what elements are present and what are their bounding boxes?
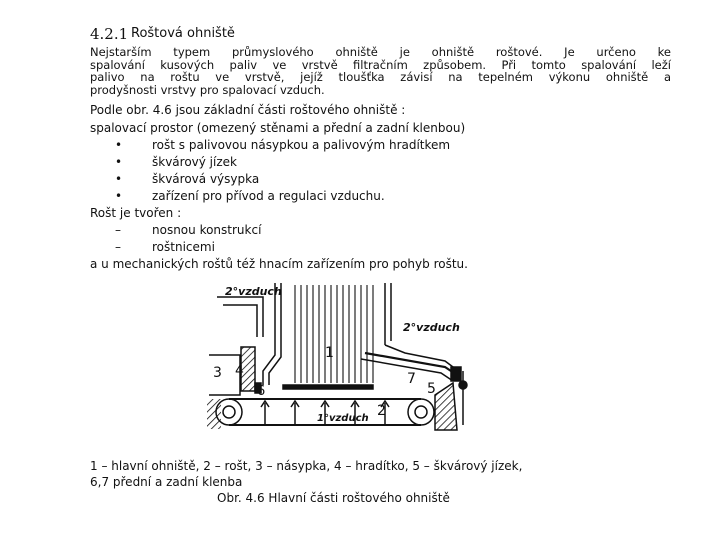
bullet-marker: • — [115, 189, 123, 203]
mechanical-grate-line: a u mechanických roštů též hnacím zařízením pro pohyb roštu. — [90, 257, 468, 271]
caption-legend-line: 1 – hlavní ohniště, 2 – rošt, 3 – násypka, 4 – hradítko, 5 – škvárový jízek, — [90, 459, 523, 473]
bullet-item: škvárová výsypka — [152, 172, 260, 186]
intro-line: palivo na roštu ve vrstvě, jejíž tloušťka závisí na tepelném výkonu ohniště a — [90, 70, 671, 85]
bullet-item: rošt s palivovou násypkou a palivovým hradítkem — [152, 138, 451, 152]
bullet-item: škvárový jízek — [152, 155, 237, 169]
intro-paragraph — [90, 46, 671, 96]
dash-item: roštnicemi — [152, 240, 215, 254]
caption-legend-line: 6,7 přední a zadní klenba — [90, 475, 243, 489]
clinker-grinder — [451, 367, 461, 381]
secondary-air-left-duct-inner — [223, 305, 257, 337]
label-secondary-air-right: 2°vzduch — [403, 321, 460, 334]
rear-sprocket-hub — [415, 406, 427, 418]
label-hopper: 3 — [213, 365, 222, 381]
dash-item: nosnou konstrukcí — [152, 223, 262, 237]
label-grate: 2 — [377, 403, 386, 419]
section-title: Roštová ohniště — [131, 26, 235, 41]
intro-line: prodyšnosti vrstvy pro spalovací vzduch. — [90, 82, 325, 97]
label-primary-air: 1°vzduch — [317, 413, 369, 424]
label-clinker: 5 — [427, 381, 436, 397]
label-secondary-air-left: 2°vzduch — [225, 285, 282, 298]
chamber-left-wall — [263, 283, 275, 385]
label-gate: 4 — [235, 363, 244, 379]
label-front-arch: 6 — [257, 384, 266, 399]
section-number: 4.2.1 — [90, 25, 129, 43]
label-main-furnace: 1 — [325, 345, 334, 361]
grate-furnace-diagram — [195, 275, 480, 445]
label-rear-arch: 7 — [407, 371, 416, 387]
parts-intro: Podle obr. 4.6 jsou základní části roštového ohniště : — [90, 103, 406, 117]
rear-sprocket — [408, 399, 434, 425]
front-sprocket-hub — [223, 406, 235, 418]
bullet-item: zařízení pro přívod a regulaci vzduchu. — [152, 189, 385, 203]
rear-pivot — [459, 381, 467, 389]
dash-marker: – — [115, 223, 121, 237]
grate-intro: Rošt je tvořen : — [90, 206, 182, 220]
flue-lines — [295, 285, 373, 383]
intro-line: spalování kusových paliv ve vrstvě filtračním způsobem. Při tomto spalování leží — [90, 57, 671, 72]
bullet-marker: • — [115, 172, 123, 186]
bullet-marker: • — [115, 138, 123, 152]
ash-hopper — [435, 383, 457, 430]
intro-line: Nejstarším typem průmyslového ohniště je ohniště roštové. Je určeno ke — [90, 45, 671, 59]
figure-caption: Obr. 4.6 Hlavní části roštového ohniště — [217, 491, 450, 505]
secondary-air-left-duct — [217, 297, 263, 337]
combustion-space-line: spalovací prostor (omezený stěnami a přední a zadní klenbou) — [90, 121, 466, 135]
bullet-marker: • — [115, 155, 123, 169]
grate-bed — [283, 385, 373, 389]
dash-marker: – — [115, 240, 121, 254]
